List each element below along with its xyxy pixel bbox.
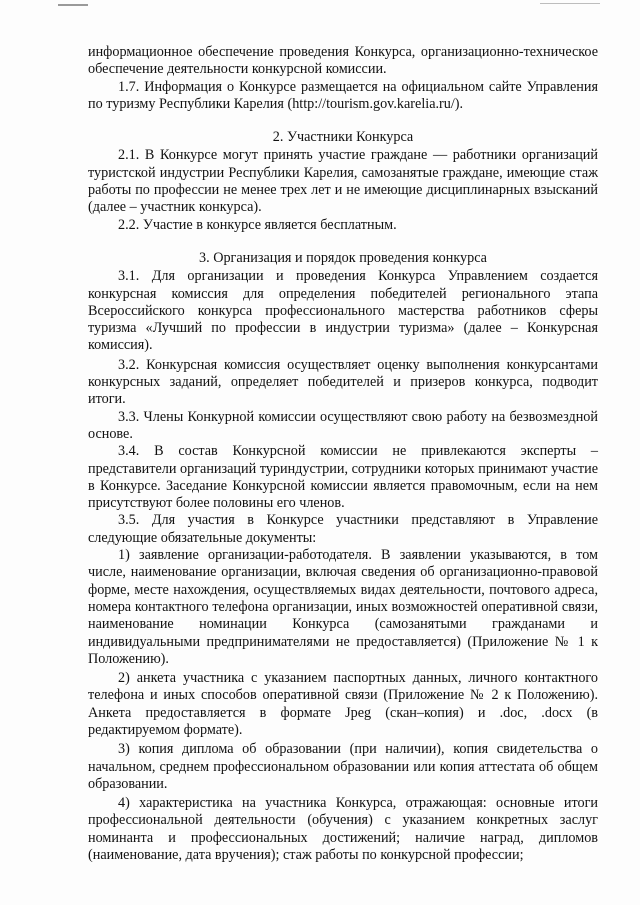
paragraph-intro: информационное обеспечение проведения Конкурса, организационно-техническое обеспечение деятельности конкурсной комиссии.	[88, 44, 598, 78]
paragraph-3-1: 3.1. Для организации и проведения Конкурса Управлением создается конкурсная комиссия для определения победителей регионального этапа Всероссийского конкурса профессионального мастерства работников сферы туризма «Лучший по профессии в индустрии туризма» (далее – Конкурсная комиссия).	[88, 268, 598, 354]
list-item-3: 3) копия диплома об образовании (при наличии), копия свидетельства о начальном, среднем профессиональном образовании или копия аттестата об общем образовании.	[88, 741, 598, 792]
list-item-4: 4) характеристика на участника Конкурса, отражающая: основные итоги профессиональной деятельности (обучения) с указанием конкретных заслуг номинанта и профессиональных достижений; наличие наград, дипломов (наименование, дата вручения); стаж работы по конкурсной профессии;	[88, 795, 598, 864]
paragraph-3-4: 3.4. В состав Конкурсной комиссии не привлекаются эксперты – представители организаций туриндустрии, сотрудники которых принимают участие в Конкурсе. Заседание Конкурсной комиссии является правомочным, если на нем присутствуют более половины его членов.	[88, 443, 598, 512]
section-3-heading: 3. Организация и порядок проведения конкурса	[199, 249, 487, 266]
list-item-1: 1) заявление организации-работодателя. В заявлении указываются, в том числе, наименование организации, включая сведения об организационно-правовой форме, месте нахождения, осуществляемых видах деятельности, почтового адреса, номера контактного телефона организации, иных возможностей оперативной связи, наименование номинации Конкурса (самозанятыми гражданами и индивидуальными предпринимателями не предоставляется) (Приложение № 1 к Положению).	[88, 547, 598, 667]
document-body	[88, 44, 598, 864]
paragraph-3-3: 3.3. Члены Конкурной комиссии осуществляют свою работу на безвозмездной основе.	[88, 408, 598, 442]
scan-artifact	[58, 4, 88, 6]
paragraph-2-2: 2.2. Участие в конкурсе является бесплатным.	[118, 216, 397, 233]
paragraph-3-5: 3.5. Для участия в Конкурсе участники представляют в Управление следующие обязательные документы:	[88, 512, 598, 546]
scan-artifact-right	[540, 3, 600, 4]
section-2-heading: 2. Участники Конкурса	[272, 129, 414, 146]
paragraph-1-7: 1.7. Информация о Конкурсе размещается на официальном сайте Управления по туризму Республики Карелия (http://tourism.gov.karelia.ru/).	[88, 78, 598, 112]
list-item-2: 2) анкета участника с указанием паспортных данных, личного контактного телефона и иных способов оперативной связи (Приложение № 2 к Положению). Анкета предоставляется в формате Jpeg (скан–копия) и .doc, .docx (в редактируемом формате).	[88, 670, 598, 738]
paragraph-3-2: 3.2. Конкурсная комиссия осуществляет оценку выполнения конкурсантами конкурсных заданий, определяет победителей и призеров конкурса, подводит итоги.	[88, 356, 598, 408]
paragraph-2-1: 2.1. В Конкурсе могут принять участие граждане — работники организаций туристской индустрии Республики Карелия, самозанятые граждане, имеющие стаж работы по профессии не менее трех лет и не имеющие дисциплинарных взысканий (далее – участник конкурса).	[88, 147, 598, 216]
